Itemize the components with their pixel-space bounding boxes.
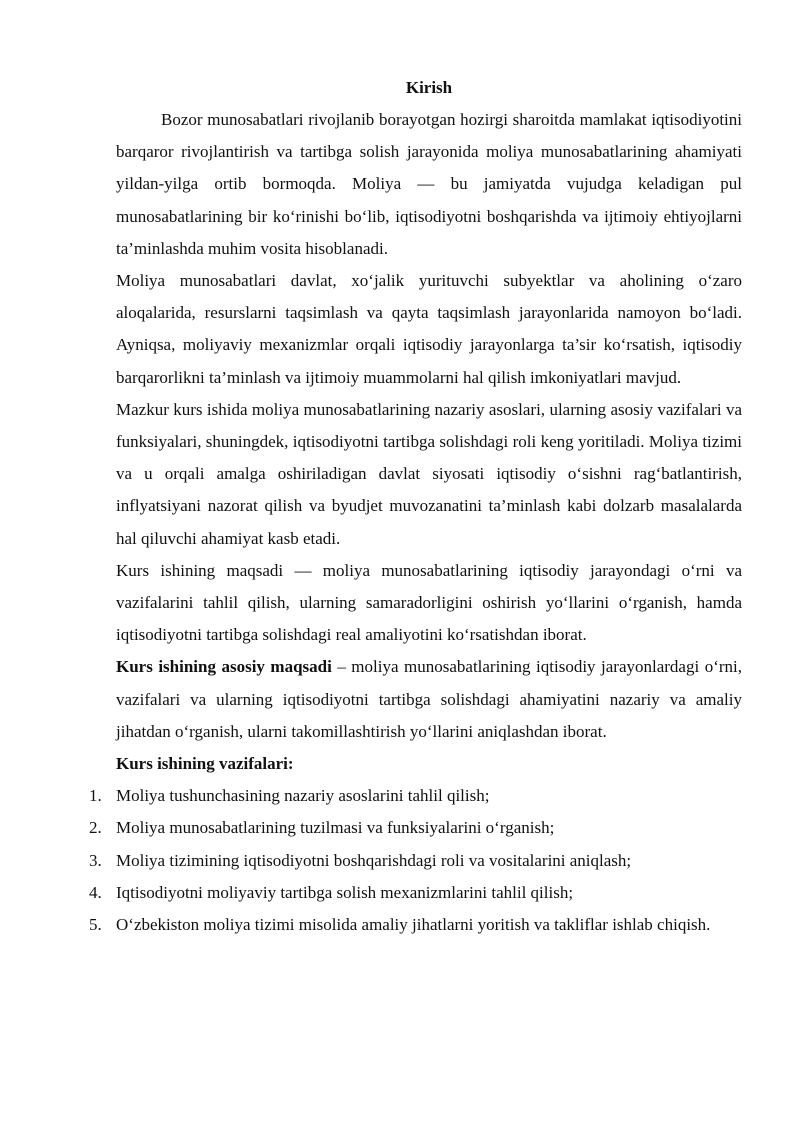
tasks-heading: Kurs ishining vazifalari: xyxy=(116,754,294,774)
list-item-number: 3. xyxy=(89,850,102,870)
list-item-text: Iqtisodiyotni moliyaviy tartibga solish mexanizmlarini tahlil qilish; xyxy=(116,882,574,902)
list-item-number: 4. xyxy=(89,882,102,902)
document-body xyxy=(89,104,742,941)
list-item-number: 2. xyxy=(89,818,102,838)
main-goal-text: – moliya munosabatlarining iqtisodiy jarayonlardagi o‘rni, vazifalari va ularning iqtisodiyotni tartibga solishdagi ahamiyatini nazariy va amaliy jihatdan o‘rganish, ularni takomillashtirish yo‘llarini aniqlashdan iborat. xyxy=(116,657,742,741)
page-title: Kirish xyxy=(405,78,453,97)
list-item-text: Moliya tushunchasining nazariy asoslarini tahlil qilish; xyxy=(116,786,490,806)
list-item-text: Moliya munosabatlarining tuzilmasi va funksiyalarini o‘rganish; xyxy=(116,818,555,838)
tasks-list xyxy=(89,780,742,941)
list-item xyxy=(89,780,742,812)
main-goal-paragraph xyxy=(116,651,742,748)
list-item-number: 5. xyxy=(89,915,102,935)
list-item-number: 1. xyxy=(89,786,102,806)
paragraph: Moliya munosabatlari davlat, xo‘jalik yurituvchi subyektlar va aholining o‘zaro aloqalarida, resurslarni taqsimlash va qayta taqsimlash jarayonlarida namoyon bo‘ladi. Ayniqsa, moliyaviy mexanizmlar orqali iqtisodiy jarayonlarga ta’sir ko‘rsatish, iqtisodiy barqarorlikni ta’minlash va ijtimoiy muammolarni hal qilish imkoniyatlari mavjud. xyxy=(116,271,742,387)
list-item xyxy=(89,845,742,877)
list-item xyxy=(89,909,742,941)
list-item xyxy=(89,877,742,909)
intro-paragraph: Bozor munosabatlari rivojlanib borayotgan hozirgi sharoitda mamlakat iqtisodiyotini barqaror rivojlantirish va tartibga solish jarayonida moliya munosabatlarining ahamiyati yildan-yilga ortib bormoqda. Moliya — bu jamiyatda vujudga keladigan pul munosabatlarining bir ko‘rinishi bo‘lib, iqtisodiyotni boshqarishda va ijtimoiy ehtiyojlarni ta’minlashda muhim vosita hisoblanadi. xyxy=(116,110,742,258)
list-item-text: Moliya tizimining iqtisodiyotni boshqarishdagi roli va vositalarini aniqlash; xyxy=(116,850,632,870)
paragraph: Mazkur kurs ishida moliya munosabatlarining nazariy asoslari, ularning asosiy vazifalari va funksiyalari, shuningdek, iqtisodiyotni tartibga solishdagi roli keng yoritiladi. Moliya tizimi va u orqali amalga oshiriladigan davlat siyosati iqtisodiy o‘sishni rag‘batlantirish, inflyatsiyani nazorat qilish va byudjet muvozanatini ta’minlash kabi dolzarb masalalarda hal qiluvchi ahamiyat kasb etadi. xyxy=(116,399,742,548)
main-goal-label: Kurs ishining asosiy maqsadi xyxy=(116,657,332,677)
list-item-text: O‘zbekiston moliya tizimi misolida amaliy jihatlarni yoritish va takliflar ishlab chiqish. xyxy=(116,915,711,935)
list-item xyxy=(89,812,742,844)
paragraph: Kurs ishining maqsadi — moliya munosabatlarining iqtisodiy jarayondagi o‘rni va vazifalarini tahlil qilish, ularning samaradorligini oshirish yo‘llarini o‘rganish, hamda iqtisodiyotni tartibga solishdagi real amaliyotini ko‘rsatishdan iborat. xyxy=(116,560,742,645)
